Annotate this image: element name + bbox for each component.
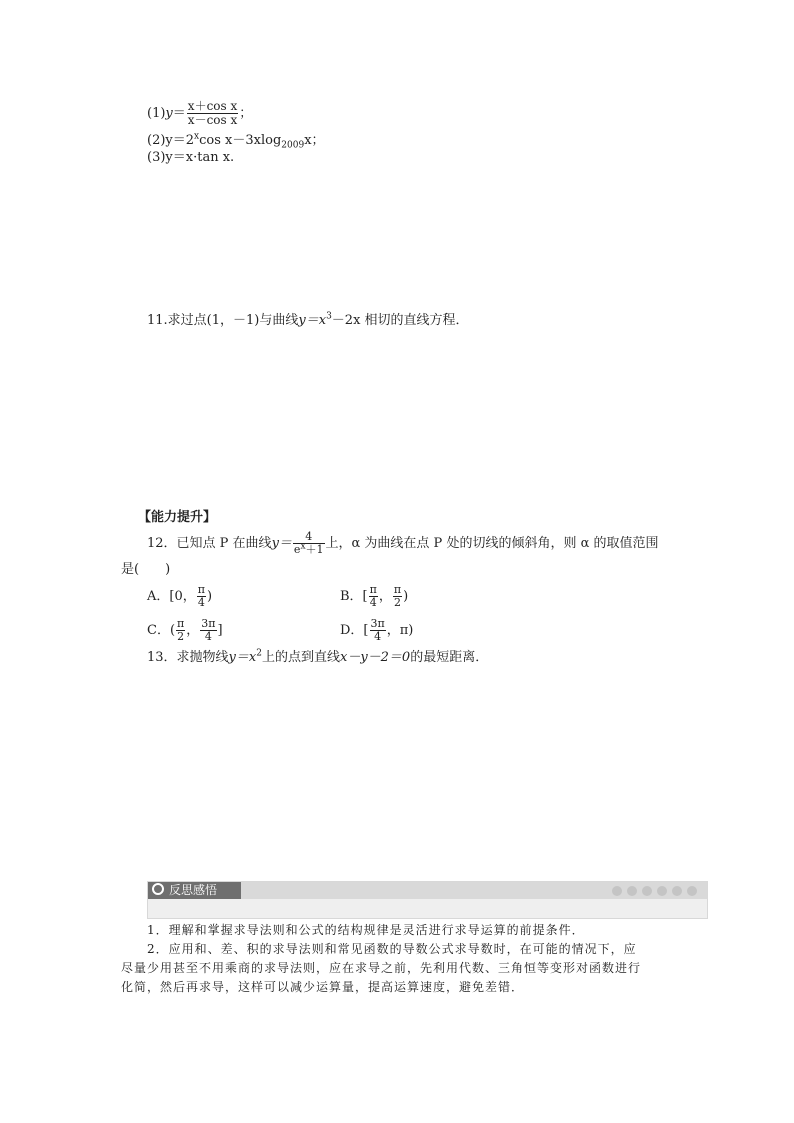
superscript: 3 [326, 311, 332, 322]
reflection-title: 反思感悟 [169, 883, 218, 897]
numerator: 4 [293, 531, 325, 544]
numerator: π [197, 583, 205, 596]
option-label: B．[ [340, 589, 368, 604]
expr: x－y－2＝0 [339, 650, 411, 665]
decorative-dots [607, 885, 697, 900]
denominator: 2 [177, 630, 185, 643]
reflection-point-1: 1．理解和掌握求导法则和公式的结构规律是灵活进行求导运算的前提条件． [147, 923, 585, 937]
banner-strip [241, 882, 707, 899]
reflection-point-2-line-1: 2．应用和、差、积的求导法则和常见函数的导数公式求导数时，在可能的情况下，应 [147, 942, 637, 956]
expr: y＝x [298, 313, 327, 328]
dot-icon [612, 886, 622, 896]
expr: y＝x [228, 650, 257, 665]
reflection-tab [148, 882, 241, 899]
text: 12．已知点 P 在曲线 [147, 536, 272, 551]
dot-icon [672, 886, 682, 896]
expr: －2x [331, 313, 361, 328]
item-label: (3) [147, 150, 166, 165]
denominator: 4 [197, 596, 205, 609]
dot-icon [627, 886, 637, 896]
denominator: 4 [204, 630, 212, 643]
fraction [187, 100, 238, 127]
numerator: x＋cos x [187, 99, 238, 113]
text: 13．求抛物线 [147, 650, 229, 665]
numerator: π [393, 583, 402, 596]
den-rest: ＋1 [305, 543, 324, 556]
punct: ， [186, 623, 200, 638]
target-icon [152, 883, 164, 895]
punct: ， [378, 589, 392, 604]
option-b [340, 582, 408, 612]
item-label: (1) [147, 106, 166, 121]
problem-11 [147, 313, 469, 329]
denominator: 4 [374, 630, 382, 643]
option-label: D．[ [340, 623, 369, 638]
option-d [340, 616, 413, 646]
problem-10-item-1 [147, 96, 252, 132]
punct: ； [239, 106, 253, 121]
expr: y＝x·tan x. [165, 150, 235, 165]
problem-12-stem-cont: 是( ) [121, 562, 171, 577]
fraction [370, 618, 386, 643]
problem-10-item-2 [147, 133, 325, 149]
subscript: 2009 [281, 140, 305, 151]
fraction [293, 531, 325, 556]
numerator: 3π [201, 617, 216, 630]
problem-12-stem [147, 527, 658, 561]
problem-13 [147, 650, 488, 666]
punct: ，π) [386, 623, 414, 638]
option-c [147, 616, 223, 646]
denominator: 4 [369, 596, 377, 609]
punct: ) [403, 589, 409, 604]
dot-icon [657, 886, 667, 896]
expr: y＝ [271, 536, 292, 551]
numerator: 3π [370, 617, 385, 630]
dot-icon [642, 886, 652, 896]
superscript: 2 [256, 648, 262, 659]
section-heading: 【能力提升】 [138, 510, 217, 525]
fraction [200, 618, 216, 643]
option-a [147, 582, 212, 612]
text: 上，α 为曲线在点 P 处的切线的倾斜角，则 α 的取值范围 [325, 536, 659, 551]
denominator: 2 [394, 596, 401, 609]
fraction [176, 618, 185, 643]
reflection-point-2-line-3: 化简，然后再求导，这样可以减少运算量，提高运算速度，避免差错． [121, 980, 525, 994]
text: 的最短距离． [410, 650, 489, 665]
option-label: C．( [147, 623, 176, 638]
superscript: x [300, 541, 306, 552]
equals: ＝ [172, 106, 186, 121]
denominator [293, 541, 325, 556]
problem-10-item-3 [147, 150, 234, 166]
text: 相切的直线方程． [360, 313, 469, 328]
reflection-banner [147, 881, 708, 919]
fraction [197, 584, 206, 609]
numerator: π [177, 617, 185, 630]
fraction [393, 584, 402, 609]
expr: x； [304, 133, 325, 148]
text: 上的点到直线 [261, 650, 340, 665]
text: 11.求过点(1，－1)与曲线 [147, 313, 299, 328]
den-base: e [293, 543, 301, 556]
expr: y＝2 [165, 133, 195, 148]
reflection-point-2-line-2: 尽量少用甚至不用乘商的求导法则，应在求导之前，先利用代数、三角恒等变形对函数进行 [121, 961, 642, 975]
var-y: y [165, 106, 173, 121]
punct: ) [206, 589, 213, 604]
expr: cos x－3xlog [199, 133, 282, 148]
superscript: x [194, 131, 200, 142]
dot-icon [687, 886, 697, 896]
option-label: A．[0， [147, 589, 196, 604]
fraction [369, 584, 378, 609]
denominator: x－cos x [187, 113, 238, 127]
numerator: π [369, 583, 377, 596]
item-label: (2) [147, 133, 166, 148]
punct: ] [217, 623, 223, 638]
